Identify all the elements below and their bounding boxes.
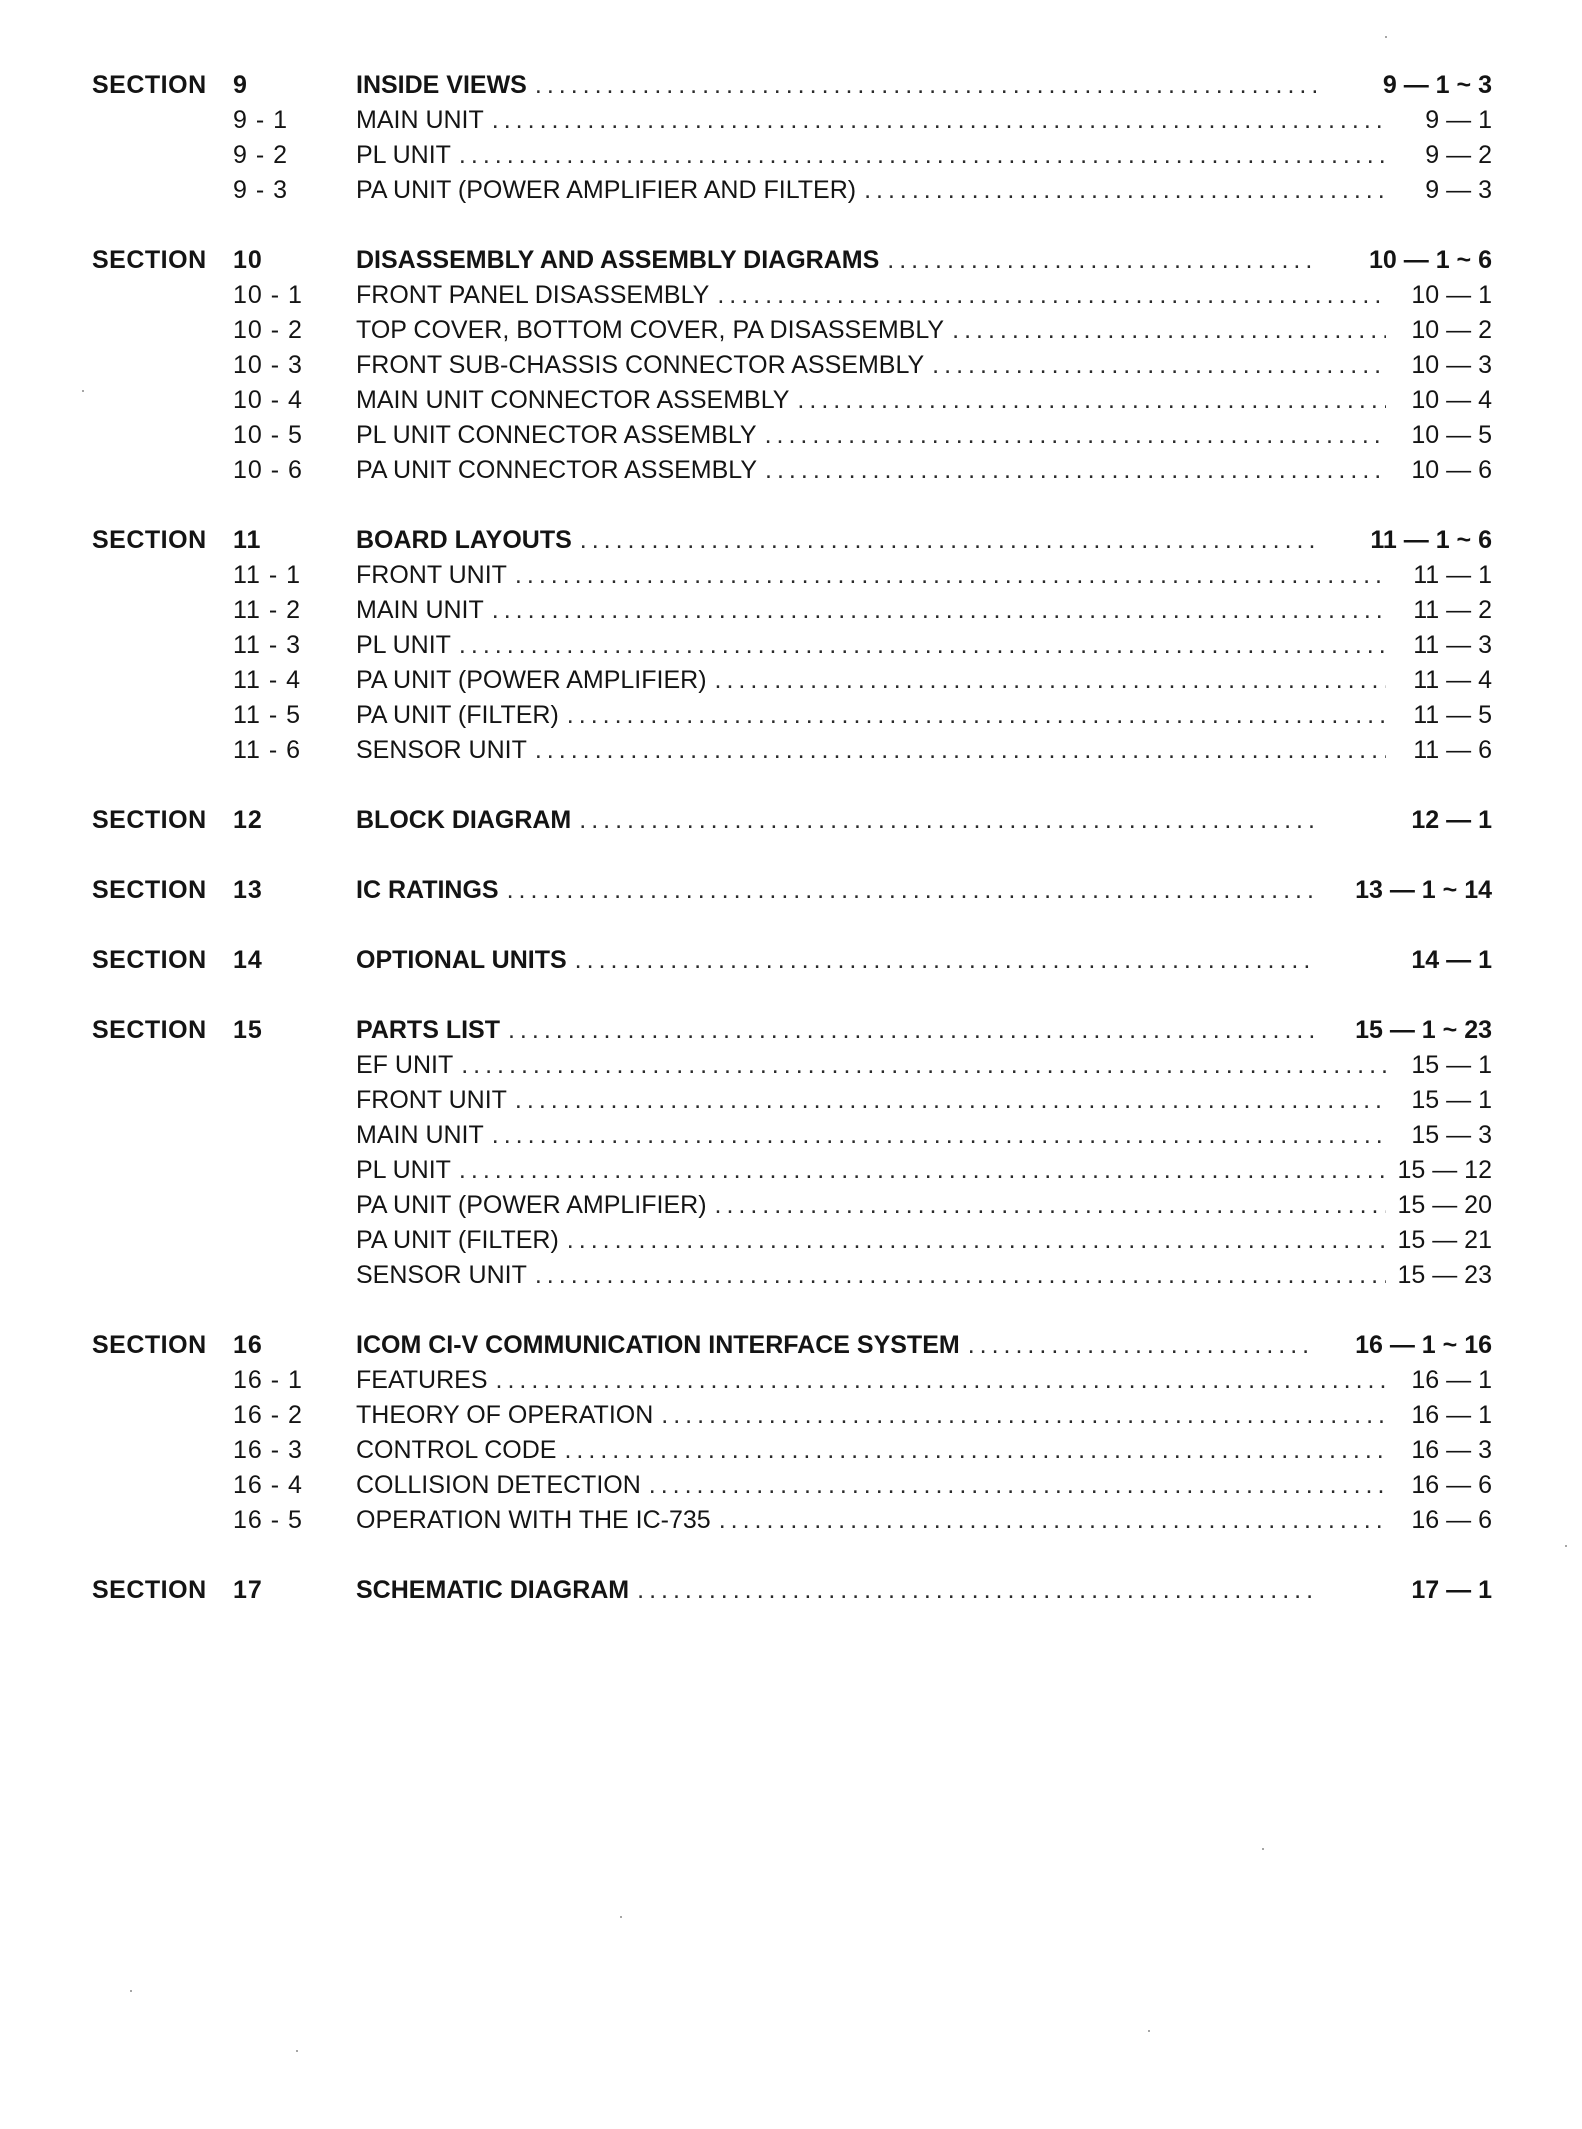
entry-number: 10 - 6 (233, 456, 303, 484)
entry-title: FRONT SUB-CHASSIS CONNECTOR ASSEMBLY (356, 348, 932, 383)
toc-entry-row (0, 1153, 1582, 1188)
section-title-cell (356, 1013, 1316, 1048)
dot-leader (580, 523, 1316, 558)
entry-number: 9 - 2 (233, 141, 289, 169)
entry-page: 16 — 1 (1411, 1401, 1492, 1429)
section-page-range: 17 — 1 (1411, 1576, 1492, 1604)
entry-number: 16 - 1 (233, 1366, 303, 1394)
toc-entry-row (0, 1223, 1582, 1258)
section-title: SCHEMATIC DIAGRAM (356, 1573, 637, 1608)
entry-title: PA UNIT (FILTER) (356, 698, 567, 733)
entry-number: 11 - 3 (233, 631, 302, 659)
entry-title: TOP COVER, BOTTOM COVER, PA DISASSEMBLY (356, 313, 952, 348)
section-number: 17 (233, 1576, 263, 1604)
toc-entry-row (0, 1188, 1582, 1223)
section-title: INSIDE VIEWS (356, 68, 535, 103)
section-title: PARTS LIST (356, 1013, 508, 1048)
toc-entry-row (0, 103, 1582, 138)
entry-page: 15 — 1 (1411, 1051, 1492, 1079)
dot-leader (864, 173, 1386, 208)
entry-title-cell (356, 313, 1386, 348)
entry-page: 11 — 3 (1413, 631, 1492, 659)
toc-entry-row (0, 453, 1582, 488)
entry-title-cell (356, 663, 1386, 698)
entry-title-cell (356, 138, 1386, 173)
section-number: 10 (233, 246, 263, 274)
dot-leader (492, 103, 1386, 138)
entry-title: PA UNIT CONNECTOR ASSEMBLY (356, 453, 765, 488)
dot-leader (564, 1433, 1386, 1468)
entry-title: PL UNIT (356, 628, 459, 663)
entry-number: 9 - 3 (233, 176, 289, 204)
section-heading-row (0, 523, 1582, 558)
entry-title-cell (356, 103, 1386, 138)
entry-title: MAIN UNIT CONNECTOR ASSEMBLY (356, 383, 797, 418)
entry-title-cell (356, 1258, 1386, 1293)
entry-page: 9 — 2 (1425, 141, 1492, 169)
entry-title-cell (356, 558, 1386, 593)
entry-title: PA UNIT (POWER AMPLIFIER AND FILTER) (356, 173, 864, 208)
entry-title-cell (356, 1223, 1386, 1258)
entry-title-cell (356, 418, 1386, 453)
dot-leader (507, 873, 1316, 908)
dot-leader (508, 1013, 1316, 1048)
toc-section-14 (0, 943, 1582, 978)
entry-title-cell (356, 1433, 1386, 1468)
toc-entry-row (0, 418, 1582, 453)
section-title-cell (356, 243, 1316, 278)
section-title: ICOM CI-V COMMUNICATION INTERFACE SYSTEM (356, 1328, 968, 1363)
dot-leader (459, 628, 1386, 663)
entry-page: 15 — 1 (1411, 1086, 1492, 1114)
entry-number: 11 - 1 (233, 561, 302, 589)
entry-page: 11 — 6 (1413, 736, 1492, 764)
toc-entry-row (0, 278, 1582, 313)
entry-title-cell (356, 1503, 1386, 1538)
entry-title: PL UNIT (356, 1153, 459, 1188)
toc-entry-row (0, 313, 1582, 348)
section-title-cell (356, 943, 1316, 978)
section-page-range: 13 — 1 ~ 14 (1355, 876, 1492, 904)
entry-title-cell (356, 1083, 1386, 1118)
dot-leader (567, 698, 1386, 733)
entry-number: 11 - 4 (233, 666, 302, 694)
dot-leader (932, 348, 1386, 383)
entry-page: 11 — 5 (1413, 701, 1492, 729)
entry-title-cell (356, 348, 1386, 383)
section-label: SECTION (92, 1016, 207, 1044)
toc-section-13 (0, 873, 1582, 908)
dot-leader (515, 1083, 1386, 1118)
entry-title-cell (356, 593, 1386, 628)
section-label: SECTION (92, 806, 207, 834)
toc-section-15 (0, 1013, 1582, 1293)
entry-title-cell (356, 733, 1386, 768)
section-page-range: 14 — 1 (1411, 946, 1492, 974)
dot-leader (496, 1363, 1387, 1398)
scan-speck (1385, 36, 1387, 38)
scan-speck (1565, 1545, 1567, 1547)
section-number: 11 (233, 526, 262, 554)
toc-entry-row (0, 628, 1582, 663)
section-heading-row (0, 1328, 1582, 1363)
section-number: 13 (233, 876, 263, 904)
section-number: 15 (233, 1016, 263, 1044)
toc-entry-row (0, 593, 1582, 628)
scan-speck (82, 390, 84, 392)
toc-entry-row (0, 558, 1582, 593)
dot-leader (719, 1503, 1386, 1538)
entry-number: 11 - 5 (233, 701, 302, 729)
section-title-cell (356, 523, 1316, 558)
dot-leader (765, 418, 1386, 453)
toc-section-16 (0, 1328, 1582, 1538)
entry-title-cell (356, 1188, 1386, 1223)
entry-page: 11 — 1 (1413, 561, 1492, 589)
toc-entry-row (0, 663, 1582, 698)
entry-number: 11 - 6 (233, 736, 302, 764)
section-title: DISASSEMBLY AND ASSEMBLY DIAGRAMS (356, 243, 887, 278)
section-title: BOARD LAYOUTS (356, 523, 580, 558)
dot-leader (579, 803, 1316, 838)
toc-entry-row (0, 1048, 1582, 1083)
section-title-cell (356, 873, 1316, 908)
entry-page: 15 — 3 (1411, 1121, 1492, 1149)
entry-page: 16 — 1 (1411, 1366, 1492, 1394)
entry-title: PA UNIT (POWER AMPLIFIER) (356, 1188, 715, 1223)
entry-title: CONTROL CODE (356, 1433, 564, 1468)
entry-title: MAIN UNIT (356, 593, 492, 628)
dot-leader (492, 1118, 1386, 1153)
section-label: SECTION (92, 246, 207, 274)
entry-title: FRONT UNIT (356, 1083, 515, 1118)
toc-entry-row (0, 173, 1582, 208)
entry-number: 16 - 5 (233, 1506, 303, 1534)
scan-speck (130, 1990, 132, 1992)
entry-title-cell (356, 1468, 1386, 1503)
entry-page: 10 — 4 (1411, 386, 1492, 414)
dot-leader (968, 1328, 1316, 1363)
entry-page: 9 — 1 (1425, 106, 1492, 134)
scan-speck (1262, 1848, 1264, 1850)
entry-number: 16 - 2 (233, 1401, 303, 1429)
entry-page: 11 — 2 (1413, 596, 1492, 624)
entry-page: 15 — 21 (1397, 1226, 1492, 1254)
section-page-range: 15 — 1 ~ 23 (1355, 1016, 1492, 1044)
entry-number: 16 - 3 (233, 1436, 303, 1464)
section-page-range: 12 — 1 (1411, 806, 1492, 834)
entry-title-cell (356, 1153, 1386, 1188)
section-page-range: 16 — 1 ~ 16 (1355, 1331, 1492, 1359)
dot-leader (461, 1048, 1386, 1083)
entry-page: 11 — 4 (1413, 666, 1492, 694)
entry-title-cell (356, 1048, 1386, 1083)
entry-title-cell (356, 173, 1386, 208)
entry-title: EF UNIT (356, 1048, 461, 1083)
toc-section-10 (0, 243, 1582, 488)
entry-title: PA UNIT (POWER AMPLIFIER) (356, 663, 715, 698)
section-title: OPTIONAL UNITS (356, 943, 575, 978)
section-number: 9 (233, 71, 248, 99)
toc-entry-row (0, 1363, 1582, 1398)
toc-entry-row (0, 1118, 1582, 1153)
toc-entry-row (0, 1083, 1582, 1118)
section-label: SECTION (92, 71, 207, 99)
dot-leader (535, 68, 1316, 103)
entry-title-cell (356, 453, 1386, 488)
section-title: IC RATINGS (356, 873, 507, 908)
entry-page: 16 — 6 (1411, 1471, 1492, 1499)
dot-leader (797, 383, 1386, 418)
entry-title: MAIN UNIT (356, 1118, 492, 1153)
toc-entry-row (0, 698, 1582, 733)
entry-page: 10 — 2 (1411, 316, 1492, 344)
entry-title-cell (356, 383, 1386, 418)
section-label: SECTION (92, 946, 207, 974)
entry-title-cell (356, 278, 1386, 313)
toc-section-11 (0, 523, 1582, 768)
entry-title-cell (356, 1363, 1386, 1398)
entry-title-cell (356, 698, 1386, 733)
table-of-contents (0, 68, 1582, 1643)
section-heading-row (0, 1573, 1582, 1608)
dot-leader (637, 1573, 1316, 1608)
section-page-range: 10 — 1 ~ 6 (1369, 246, 1492, 274)
dot-leader (535, 1258, 1386, 1293)
toc-entry-row (0, 1398, 1582, 1433)
section-title-cell (356, 68, 1316, 103)
entry-page: 15 — 12 (1397, 1156, 1492, 1184)
entry-page: 15 — 23 (1397, 1261, 1492, 1289)
entry-page: 10 — 3 (1411, 351, 1492, 379)
section-number: 12 (233, 806, 263, 834)
toc-entry-row (0, 1468, 1582, 1503)
entry-title-cell (356, 1118, 1386, 1153)
entry-page: 10 — 5 (1411, 421, 1492, 449)
toc-entry-row (0, 1433, 1582, 1468)
dot-leader (535, 733, 1386, 768)
entry-title: OPERATION WITH THE IC-735 (356, 1503, 719, 1538)
toc-entry-row (0, 348, 1582, 383)
section-heading-row (0, 243, 1582, 278)
entry-title: COLLISION DETECTION (356, 1468, 649, 1503)
dot-leader (567, 1223, 1386, 1258)
section-label: SECTION (92, 1576, 207, 1604)
entry-title-cell (356, 1398, 1386, 1433)
toc-section-12 (0, 803, 1582, 838)
entry-page: 16 — 6 (1411, 1506, 1492, 1534)
dot-leader (765, 453, 1386, 488)
toc-entry-row (0, 383, 1582, 418)
dot-leader (492, 593, 1386, 628)
scan-speck (296, 2050, 298, 2052)
entry-title-cell (356, 628, 1386, 663)
toc-entry-row (0, 1503, 1582, 1538)
section-page-range: 11 — 1 ~ 6 (1370, 526, 1492, 554)
section-label: SECTION (92, 876, 207, 904)
section-page-range: 9 — 1 ~ 3 (1382, 71, 1492, 99)
entry-title: THEORY OF OPERATION (356, 1398, 661, 1433)
toc-section-17 (0, 1573, 1582, 1608)
dot-leader (649, 1468, 1386, 1503)
dot-leader (515, 558, 1386, 593)
entry-title: FEATURES (356, 1363, 496, 1398)
entry-page: 15 — 20 (1397, 1191, 1492, 1219)
entry-number: 11 - 2 (233, 596, 302, 624)
entry-title: SENSOR UNIT (356, 1258, 535, 1293)
entry-title: SENSOR UNIT (356, 733, 535, 768)
entry-title: PL UNIT CONNECTOR ASSEMBLY (356, 418, 765, 453)
entry-page: 9 — 3 (1425, 176, 1492, 204)
dot-leader (459, 1153, 1386, 1188)
section-heading-row (0, 873, 1582, 908)
dot-leader (715, 663, 1386, 698)
entry-page: 16 — 3 (1411, 1436, 1492, 1464)
section-title: BLOCK DIAGRAM (356, 803, 579, 838)
dot-leader (952, 313, 1386, 348)
section-number: 14 (233, 946, 263, 974)
entry-title: FRONT UNIT (356, 558, 515, 593)
toc-entry-row (0, 1258, 1582, 1293)
dot-leader (717, 278, 1386, 313)
entry-number: 10 - 1 (233, 281, 303, 309)
scan-speck (620, 1916, 622, 1918)
dot-leader (459, 138, 1386, 173)
toc-entry-row (0, 138, 1582, 173)
entry-page: 10 — 6 (1411, 456, 1492, 484)
section-heading-row (0, 943, 1582, 978)
entry-page: 10 — 1 (1411, 281, 1492, 309)
section-label: SECTION (92, 526, 207, 554)
section-heading-row (0, 1013, 1582, 1048)
entry-number: 10 - 5 (233, 421, 303, 449)
section-label: SECTION (92, 1331, 207, 1359)
toc-section-9 (0, 68, 1582, 208)
section-heading-row (0, 68, 1582, 103)
dot-leader (887, 243, 1316, 278)
section-title-cell (356, 803, 1316, 838)
entry-number: 10 - 2 (233, 316, 303, 344)
section-number: 16 (233, 1331, 263, 1359)
section-heading-row (0, 803, 1582, 838)
section-title-cell (356, 1328, 1316, 1363)
dot-leader (661, 1398, 1386, 1433)
entry-number: 16 - 4 (233, 1471, 303, 1499)
toc-entry-row (0, 733, 1582, 768)
entry-title: FRONT PANEL DISASSEMBLY (356, 278, 717, 313)
section-title-cell (356, 1573, 1316, 1608)
dot-leader (575, 943, 1316, 978)
entry-number: 10 - 4 (233, 386, 303, 414)
scan-speck (1148, 2030, 1150, 2032)
entry-title: PL UNIT (356, 138, 459, 173)
entry-number: 10 - 3 (233, 351, 303, 379)
entry-title: MAIN UNIT (356, 103, 492, 138)
dot-leader (715, 1188, 1386, 1223)
entry-title: PA UNIT (FILTER) (356, 1223, 567, 1258)
entry-number: 9 - 1 (233, 106, 289, 134)
